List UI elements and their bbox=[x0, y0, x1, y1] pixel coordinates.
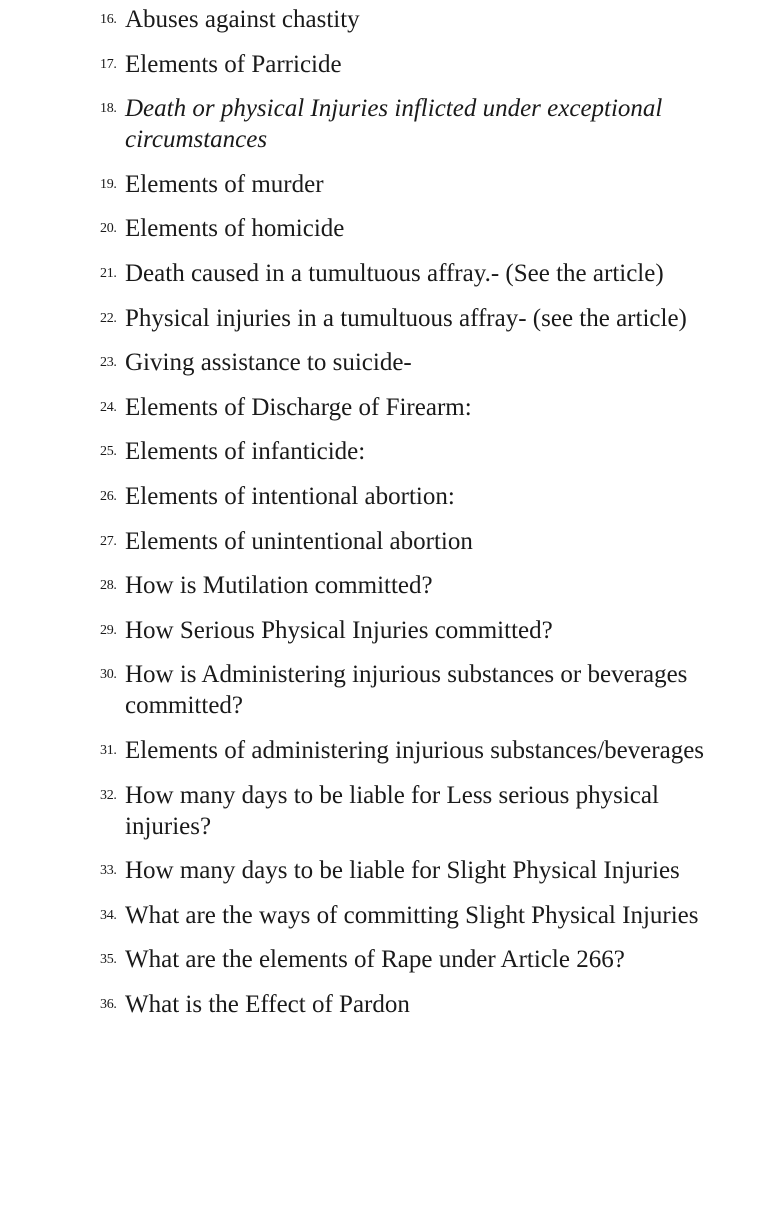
list-item bbox=[100, 436, 740, 467]
item-number: 20. bbox=[100, 221, 117, 237]
item-number: 17. bbox=[100, 56, 117, 72]
item-text: Elements of Discharge of Firearm: bbox=[125, 393, 472, 421]
item-number: 31. bbox=[100, 742, 117, 758]
item-text: Elements of intentional abortion: bbox=[125, 482, 455, 510]
list-item bbox=[100, 169, 740, 200]
item-text: How Serious Physical Injuries committed? bbox=[125, 616, 553, 644]
item-text: Elements of homicide bbox=[125, 215, 345, 243]
item-number: 22. bbox=[100, 310, 117, 326]
item-text: How many days to be liable for Less serious physical injuries? bbox=[125, 781, 659, 840]
list-item bbox=[100, 944, 740, 975]
item-number: 16. bbox=[100, 12, 117, 27]
item-number: 33. bbox=[100, 863, 117, 879]
list-item bbox=[100, 615, 740, 646]
item-text: Elements of Parricide bbox=[125, 50, 342, 78]
list-item bbox=[100, 4, 740, 35]
item-text: What is the Effect of Pardon bbox=[125, 990, 410, 1018]
item-text: Giving assistance to suicide- bbox=[125, 349, 412, 377]
list-item bbox=[100, 900, 740, 931]
item-text: Elements of infanticide: bbox=[125, 438, 366, 466]
list-item bbox=[100, 481, 740, 512]
item-text: How many days to be liable for Slight Physical Injuries bbox=[125, 857, 680, 885]
item-number: 25. bbox=[100, 444, 117, 460]
question-outline-list bbox=[100, 4, 740, 1033]
list-item bbox=[100, 347, 740, 378]
item-number: 27. bbox=[100, 533, 117, 549]
item-text: Elements of administering injurious substances/beverages bbox=[125, 736, 705, 764]
item-text: How is Mutilation committed? bbox=[125, 572, 433, 600]
item-number: 21. bbox=[100, 265, 117, 281]
item-number: 18. bbox=[100, 101, 117, 117]
item-text: What are the ways of committing Slight Physical Injuries bbox=[125, 901, 699, 929]
item-text: Death caused in a tumultuous affray.- (See the article) bbox=[125, 259, 664, 287]
item-text: Elements of murder bbox=[125, 170, 324, 198]
item-number: 34. bbox=[100, 907, 117, 923]
item-number: 30. bbox=[100, 667, 117, 683]
list-item bbox=[100, 570, 740, 601]
item-text: Elements of unintentional abortion bbox=[125, 527, 473, 555]
list-item bbox=[100, 213, 740, 244]
item-text: Death or physical Injuries inflicted under exceptional circumstances bbox=[125, 95, 663, 154]
list-item bbox=[100, 392, 740, 423]
item-text: What are the elements of Rape under Article 266? bbox=[125, 946, 625, 974]
item-number: 29. bbox=[100, 622, 117, 638]
item-number: 35. bbox=[100, 952, 117, 968]
list-item bbox=[100, 303, 740, 334]
item-number: 23. bbox=[100, 355, 117, 371]
list-item bbox=[100, 526, 740, 557]
item-number: 26. bbox=[100, 488, 117, 504]
item-text: Physical injuries in a tumultuous affray- (see the article) bbox=[125, 304, 687, 332]
list-item bbox=[100, 855, 740, 886]
item-number: 28. bbox=[100, 578, 117, 594]
list-item bbox=[100, 780, 740, 842]
item-number: 36. bbox=[100, 996, 117, 1012]
item-number: 19. bbox=[100, 176, 117, 192]
item-text: Abuses against chastity bbox=[125, 6, 360, 33]
list-item bbox=[100, 49, 740, 80]
list-item bbox=[100, 258, 740, 289]
list-item bbox=[100, 735, 740, 766]
item-text: How is Administering injurious substances or beverages committed? bbox=[125, 661, 688, 720]
list-item bbox=[100, 93, 740, 155]
item-number: 32. bbox=[100, 787, 117, 803]
list-item bbox=[100, 659, 740, 721]
list-item bbox=[100, 989, 740, 1020]
item-number: 24. bbox=[100, 399, 117, 415]
